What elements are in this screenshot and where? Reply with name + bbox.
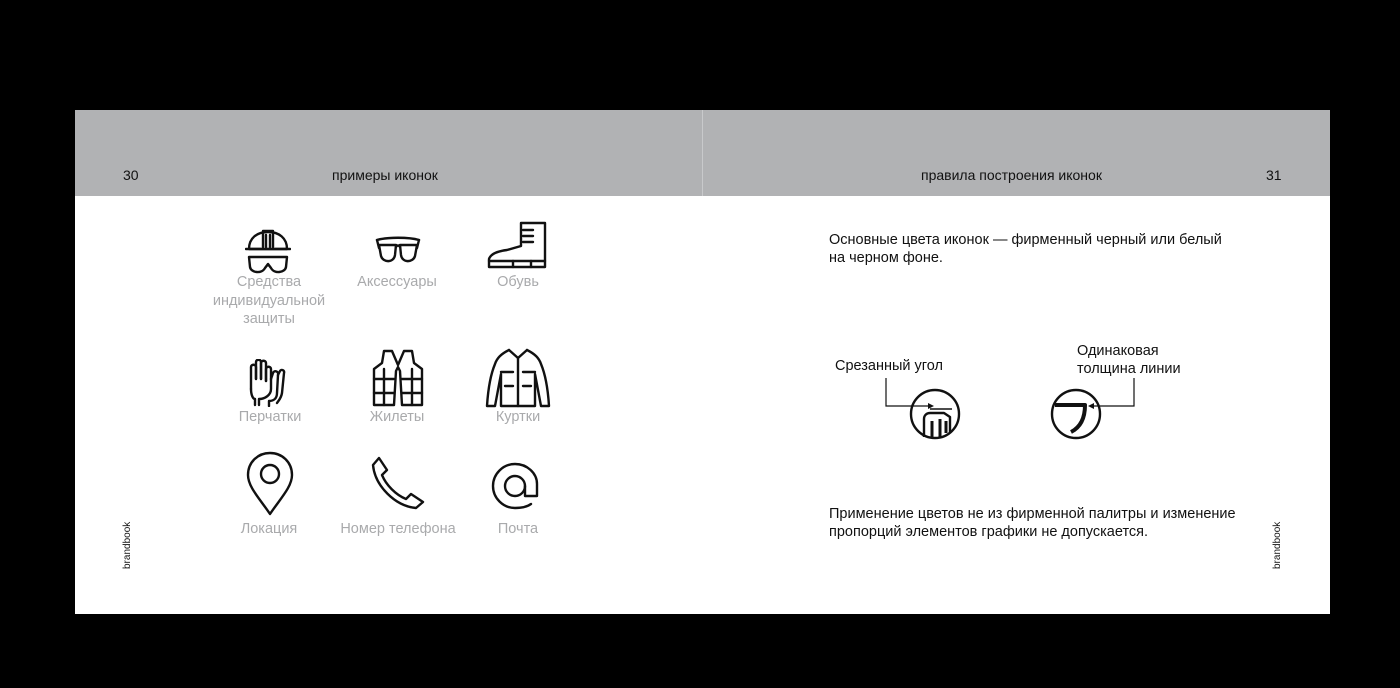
icon-label-ppe: Средства индивидуальной защиты (212, 274, 326, 327)
right-page-title: правила построения иконок (921, 167, 1102, 183)
icon-label-jackets: Куртки (495, 409, 541, 425)
at-sign-icon (491, 462, 539, 510)
safety-glasses-icon (375, 236, 421, 266)
location-pin-icon (246, 451, 294, 517)
right-page-number: 31 (1266, 167, 1282, 183)
left-side-label: brandbook (122, 521, 133, 569)
icon-label-accessories: Аксессуары (357, 274, 437, 290)
icon-label-gloves: Перчатки (238, 409, 302, 425)
gloves-icon (247, 359, 287, 407)
footer-text: Применение цветов не из фирменной палитры и изменение пропорций элементов графики не допускается. (829, 506, 1236, 540)
icon-label-location: Локация (240, 521, 298, 537)
right-side-label: brandbook (1272, 521, 1283, 569)
left-page-title: примеры иконок (332, 167, 438, 183)
annotation-line-width: Одинаковая толщина линии (1077, 343, 1181, 377)
icon-label-email: Почта (497, 521, 539, 537)
phone-icon (371, 456, 425, 510)
annotation-cut-corner: Срезанный угол (835, 358, 943, 374)
hardhat-goggles-icon (245, 227, 291, 275)
jacket-icon (485, 348, 551, 410)
page-gutter (702, 110, 703, 196)
icon-label-phone: Номер телефона (340, 521, 456, 537)
work-boot-icon (487, 221, 549, 271)
left-page-number: 30 (123, 167, 139, 183)
icon-label-vests: Жилеты (369, 409, 425, 425)
brandbook-spread (75, 110, 1330, 614)
line-width-detail-icon (1049, 387, 1103, 441)
intro-text: Основные цвета иконок — фирменный черный или белый на черном фоне. (829, 232, 1222, 266)
icon-label-footwear: Обувь (497, 274, 539, 290)
safety-vest-icon (372, 349, 424, 407)
cut-corner-detail-icon (908, 387, 962, 441)
header-band (75, 110, 1330, 196)
